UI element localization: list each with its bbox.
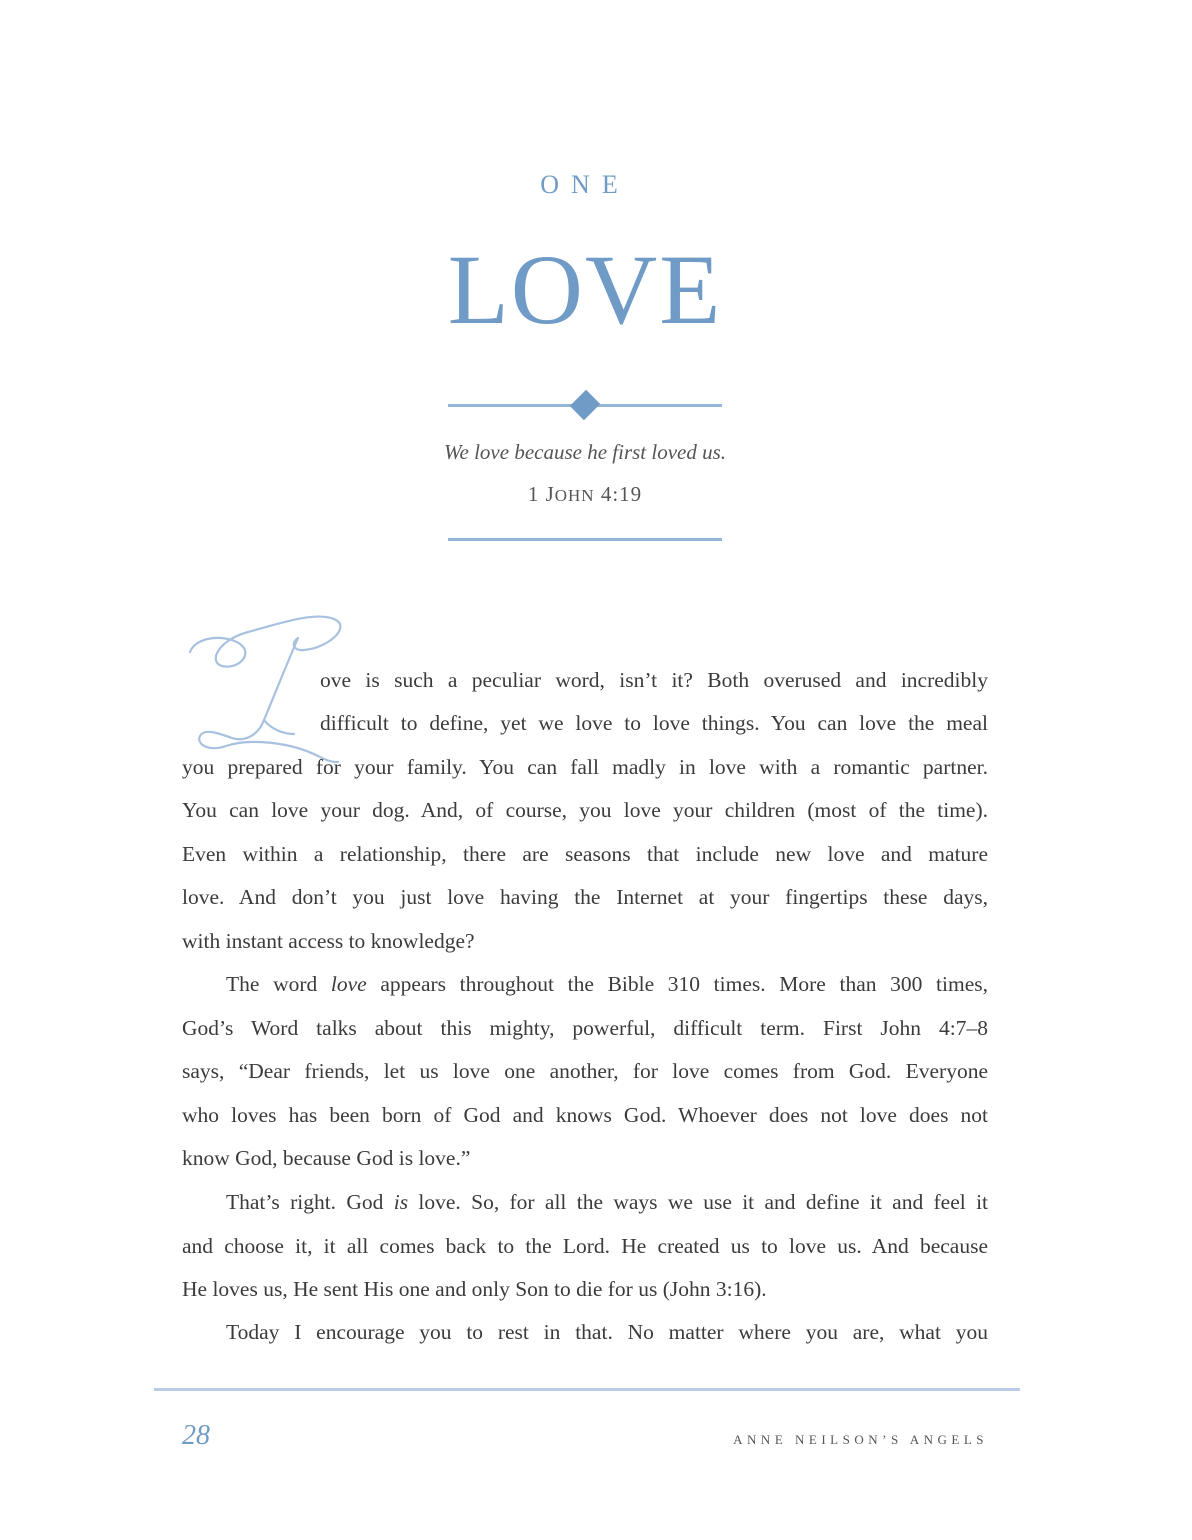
body-line: who loves has been born of God and knows God. Whoever does not love does not <box>182 1103 988 1127</box>
footer-rule <box>154 1388 1020 1391</box>
body-line: God’s Word talks about this mighty, powerful, difficult term. First John 4:7–8 <box>182 1016 988 1040</box>
diamond-ornament-icon <box>570 390 600 420</box>
running-title: ANNE NEILSON’S ANGELS <box>733 1432 988 1447</box>
body-line: He loves us, He sent His one and only Son to die for us (John 3:16). <box>182 1277 767 1301</box>
epigraph-reference <box>300 482 870 507</box>
ornament-rule-bottom <box>448 538 722 541</box>
body-line: ove is such a peculiar word, isn’t it? Both overused and incredibly <box>320 668 988 692</box>
text-run: The word <box>226 972 331 996</box>
body-line: Even within a relationship, there are seasons that include new love and mature <box>182 842 988 866</box>
body-line: you prepared for your family. You can fall madly in love with a romantic partner. <box>182 755 988 779</box>
chapter-title: LOVE <box>447 234 723 345</box>
body-line: with instant access to knowledge? <box>182 929 475 953</box>
body-line: love. And don’t you just love having the Internet at your fingertips these days, <box>182 885 988 909</box>
epigraph-quote: We love because he first loved us. <box>443 440 727 464</box>
body-line <box>226 972 988 1002</box>
italic-text-run: love <box>330 972 367 996</box>
text-run: love. So, for all the ways we use it and define it and feel it <box>408 1190 989 1214</box>
body-line: says, “Dear friends, let us love one another, for love comes from God. Everyone <box>182 1059 988 1083</box>
epigraph-ref-num: 1 J <box>527 482 555 506</box>
epigraph-ref-verse: 4:19 <box>594 482 643 506</box>
text-run: appears throughout the Bible 310 times. More than 300 times, <box>366 972 988 996</box>
body-line: and choose it, it all comes back to the Lord. He created us to love us. And because <box>182 1234 988 1258</box>
body-line: know God, because God is love.” <box>182 1146 471 1170</box>
body-line: Today I encourage you to rest in that. No matter where you are, what you <box>226 1320 988 1344</box>
page-number: 28 <box>182 1420 210 1451</box>
text-run: That’s right. God <box>226 1190 394 1214</box>
chapter-number: ONE <box>540 170 630 199</box>
epigraph-ref-book: OHN <box>554 486 595 505</box>
italic-text-run: is <box>393 1190 409 1214</box>
body-line: You can love your dog. And, of course, you love your children (most of the time). <box>182 798 988 822</box>
body-line <box>226 1190 988 1220</box>
body-line: difficult to define, yet we love to love things. You can love the meal <box>320 711 988 735</box>
